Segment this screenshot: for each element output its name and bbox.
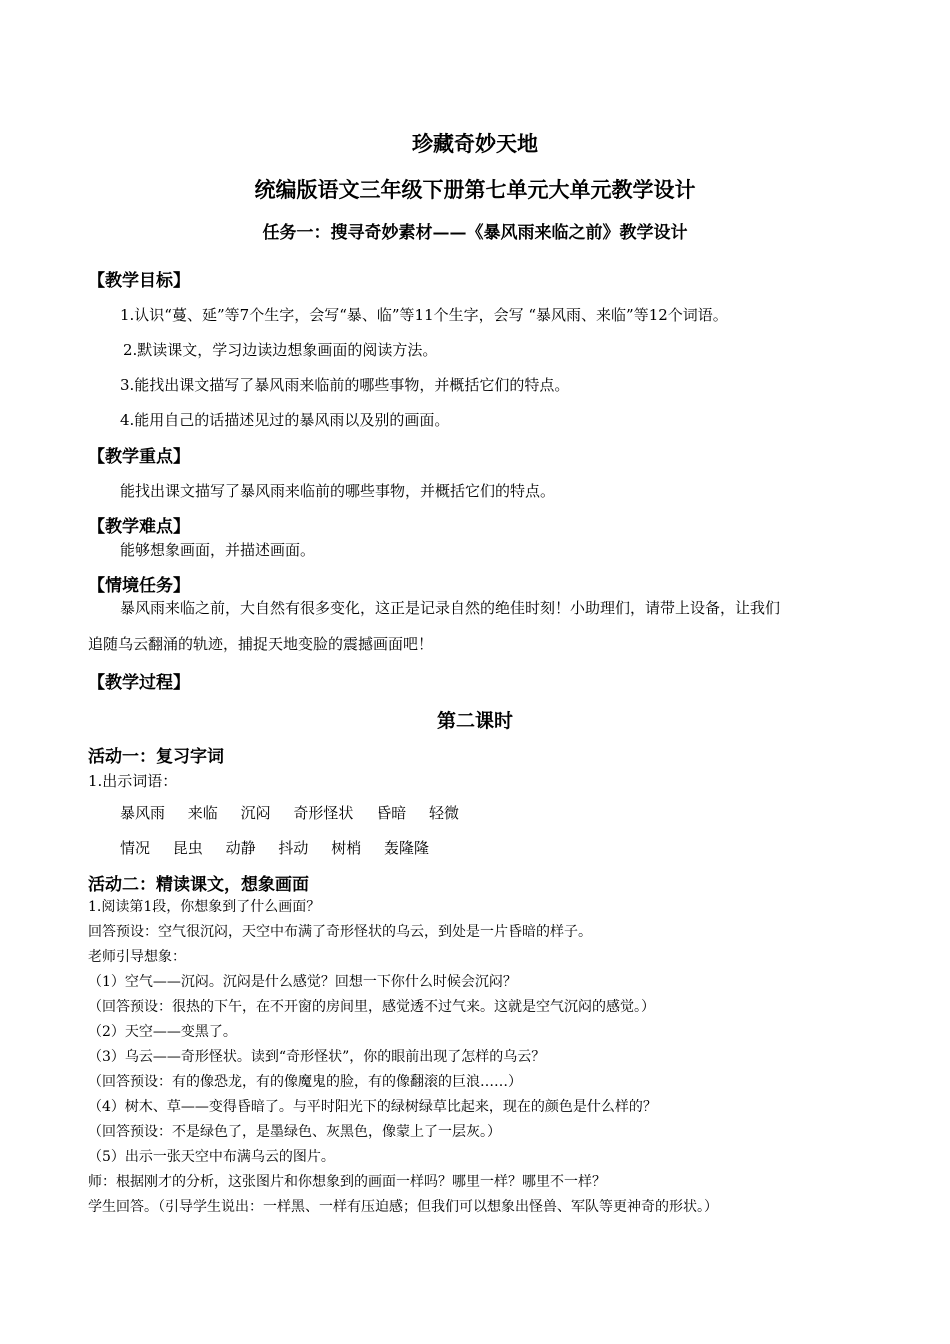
difficulties-text: 能够想象画面，并描述画面。 <box>120 541 316 559</box>
word: 沉闷 <box>240 804 271 822</box>
goals-heading: 【教学目标】 <box>88 271 190 291</box>
unit-title: 统编版语文三年级下册第七单元大单元教学设计 <box>254 177 696 202</box>
lesson-title: 第二课时 <box>436 710 513 732</box>
word-row <box>120 802 477 823</box>
goal-item: 1.认识“蔓、延”等7个生字，会写“暴、临”等11个生字，会写 “暴风雨、来临”等12个词语。 <box>120 306 728 324</box>
process-heading: 【教学过程】 <box>88 673 190 693</box>
word: 树梢 <box>331 839 362 857</box>
word: 奇形怪状 <box>293 804 354 822</box>
word-row <box>120 837 447 858</box>
key-points-text: 能找出课文描写了暴风雨来临前的哪些事物，并概括它们的特点。 <box>120 482 556 500</box>
situation-line: 暴风雨来临之前，大自然有很多变化，这正是记录自然的绝佳时刻！小助理们，请带上设备，让我们 <box>120 599 781 617</box>
activity2-line: （回答预设：很热的下午，在不开窗的房间里，感觉透不过气来。这就是空气沉闷的感觉。） <box>88 999 655 1015</box>
activity2-heading: 活动二：精读课文，想象画面 <box>88 875 309 895</box>
goal-item: 4.能用自己的话描述见过的暴风雨以及别的画面。 <box>120 411 450 429</box>
activity2-line: （2）天空——变黑了。 <box>88 1024 237 1040</box>
key-points-heading: 【教学重点】 <box>88 447 190 467</box>
activity1-intro: 1.出示词语： <box>88 772 178 790</box>
word: 来临 <box>187 804 218 822</box>
activity2-line: 老师引导想象： <box>88 949 186 965</box>
activity2-line: 师：根据刚才的分析，这张图片和你想象到的画面一样吗？哪里一样？哪里不一样？ <box>88 1174 606 1190</box>
activity2-line: （5）出示一张天空中布满乌云的图片。 <box>88 1149 335 1165</box>
activity1-heading: 活动一：复习字词 <box>88 747 224 767</box>
activity2-line: （4）树木、草——变得昏暗了。与平时阳光下的绿树绿草比起来，现在的颜色是什么样的？ <box>88 1099 657 1115</box>
difficulties-heading: 【教学难点】 <box>88 517 190 537</box>
activity2-line: 1.阅读第1段，你想象到了什么画面？ <box>88 899 321 915</box>
activity2-line: 回答预设：空气很沉闷，天空中布满了奇形怪状的乌云，到处是一片昏暗的样子。 <box>88 924 592 940</box>
goal-item: 3.能找出课文描写了暴风雨来临前的哪些事物，并概括它们的特点。 <box>120 376 570 394</box>
word: 暴风雨 <box>120 804 166 822</box>
word: 抖动 <box>278 839 309 857</box>
word: 情况 <box>120 839 151 857</box>
word: 昆虫 <box>172 839 203 857</box>
word: 动静 <box>225 839 256 857</box>
activity2-line: （回答预设：有的像恐龙，有的像魔鬼的脸，有的像翻滚的巨浪……） <box>88 1074 522 1090</box>
word: 昏暗 <box>376 804 407 822</box>
activity2-line: 学生回答。（引导学生说出：一样黑、一样有压迫感；但我们可以想象出怪兽、军队等更神奇的形状。） <box>88 1199 718 1215</box>
situation-heading: 【情境任务】 <box>88 576 190 596</box>
task-title: 任务一：搜寻奇妙素材——《暴风雨来临之前》教学设计 <box>262 223 688 243</box>
word: 轰隆隆 <box>383 839 429 857</box>
activity2-line: （回答预设：不是绿色了，是墨绿色、灰黑色，像蒙上了一层灰。） <box>88 1124 501 1140</box>
doc-title: 珍藏奇妙天地 <box>412 131 538 156</box>
situation-line: 追随乌云翻涌的轨迹，捕捉天地变脸的震撼画面吧！ <box>88 635 434 653</box>
activity2-line: （1）空气——沉闷。沉闷是什么感觉？回想一下你什么时候会沉闷？ <box>88 974 517 990</box>
word: 轻微 <box>428 804 459 822</box>
goal-item: 2.默读课文，学习边读边想象画面的阅读方法。 <box>123 341 438 359</box>
activity2-line: （3）乌云——奇形怪状。读到“奇形怪状”，你的眼前出现了怎样的乌云？ <box>88 1049 546 1065</box>
